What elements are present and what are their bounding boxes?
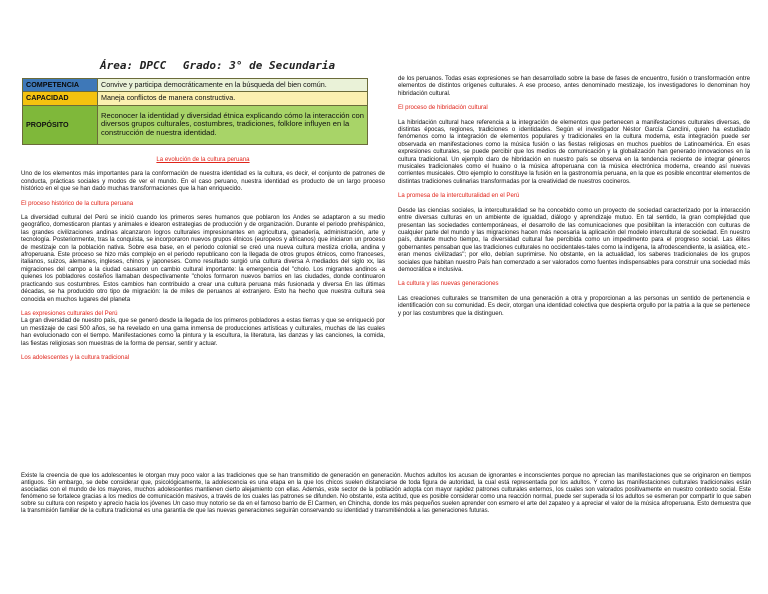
grade-label: Grado: 3° de Secundaria xyxy=(182,59,336,72)
heading-adolescents: Los adolescentes y la cultura tradicional xyxy=(21,353,130,361)
competencia-text: Convive y participa democráticamente en la búsqueda del bien común. xyxy=(98,79,368,92)
proposito-label: PROPÓSITO xyxy=(23,105,98,144)
paragraph-hybridization: La hibridación cultural hace referencia a la integración de elementos que pertenecen a manifestaciones culturales diversas, de distintas épocas, regiones, tradiciones o identidades. Según el investigador Néstor García Canclini, quien ha estudiado fenómenos como la integración de elementos populares y tradicionales en la cultura moderna, esta integración puede ser observada en manifestaciones como la música fusión o las fiestas religiosas en muchos pueblos de Latinoamérica. En esas expresiones culturales, se puede percibir que los medios de comunicación y la globalización han generado innovaciones en la cultura tradicional. Un ejemplo claro de hibridación en nuestro país se observa en la tendencia reciente de integrar géneros musicales tradicionales como el huaino o la música afroperuana con la música electrónica moderna, creando así nuevas corrientes musicales. Otro ejemplo lo constituye la fusión en la gastronomía peruana, en la que es posible encontrar elementos de distintas tradiciones culinarias transformadas por la creatividad de nuestros cocineros. xyxy=(398,118,750,185)
left-column xyxy=(21,156,385,368)
heading-cultural-expressions: Las expresiones culturales del Perú xyxy=(21,309,118,317)
paragraph-interculturality: Desde las ciencias sociales, la interculturalidad se ha concebido como un proyecto de sociedad caracterizado por la interacción entre diversas culturas en un ambiente de igualdad, diálogo y aprendizaje mutuo. En tal sentido, la gran complejidad que presentan las sociedades contemporáneas, el desarrollo de las comunicaciones que posibilitan la interacción con culturas de cualquier parte del mundo y las migraciones hacen más necesaria la aplicación del modelo intercultural de sociedad. En nuestro país, durante mucho tiempo, la diversidad cultural fue percibida como un impedimento para el progreso social. Las élites gobernantes pensaban que las tradiciones culturales no occidentales-tales como la indígena, la afrodescendiente, la asiática, etc.- eran menos civilizadas"; por ello, debían suprimirse. No obstante, en la actualidad, los saberes tradicionales de los grupos sociales que habitan nuestro País han comenzado a ser valorados como fuentes indispensables para construir una sociedad más democrática e inclusiva. xyxy=(398,206,750,273)
table-row xyxy=(23,92,368,105)
paragraph-historical-process: La diversidad cultural del Perú se inició cuando los primeros seres humanos que poblaron los Andes se adaptaron a su medio geográfico, domesticaron plantas y animales e idearon estrategias de producción y de organización. Durante el periodo prehispánico, las grandes civilizaciones andinas alcanzaron logros culturales impresionantes en agricultura, ganadería, administración, arte y tecnología. Posteriormente, tras la conquista, se incorporaron nuevos grupos étnicos (europeos y africanos) que iniciaron un proceso de mestizaje con la población nativa. Sobre esa base, en el periodo colonial se creó una nueva cultura mestiza criolla, andina y afroperuana. Este proceso se hizo más complejo en el periodo republicano con la llegada de otros grupos étnicos, como franceses, italianos, suizos, alemanes, ingleses, chinos y japoneses. Como resultado surgió una cultura diversa A mediados del siglo xx, las migraciones del campo a la ciudad causaron un cambio cultural importante: la emergencia del "cholo. Los migrantes andinos -a quienes los pobladores costeños llamaban despectivamente "cholos formaron nuevos barrios en las ciudades, donde continuaron practicando sus costumbres. Estos cambios han contribuido a crear una cultura peruana más fusionada y diversa En las últimas décadas, se ha producido otro tipo de migración: la de miles de peruanos al extranjero. Esto ha hecho que nuestra cultura sea conocida en muchos lugares del planeta xyxy=(21,214,385,303)
table-row xyxy=(23,79,368,92)
paragraph-continuation: de los peruanos. Todas esas expresiones se han desarrollado sobre la base de fases de encuentro, fusión o transformación entre elementos de distintos orígenes culturales. A ese proceso, antes denominado mestizaje, los investigadores lo denominan hoy hibridación cultural. xyxy=(398,75,750,97)
capacidad-label: CAPACIDAD xyxy=(23,92,98,105)
table-row xyxy=(23,105,368,144)
heading-historical-process: El proceso histórico de la cultura peruana xyxy=(21,199,134,207)
intro-paragraph: Uno de los elementos más importantes para la conformación de nuestra identidad es la cultura, es decir, el conjunto de patrones de conducta, prácticas sociales y modos de ver el mundo. En el caso peruano, nuestra identidad es producto de un largo proceso histórico en el que se han dado muchas transformaciones que la han enriquecido. xyxy=(21,170,385,193)
competency-table xyxy=(22,78,368,145)
heading-hybridization: El proceso de hibridación cultural xyxy=(398,104,488,112)
heading-interculturality: La promesa de la interculturalidad en el Perú xyxy=(398,192,520,200)
competencia-label: COMPETENCIA xyxy=(23,79,98,92)
section-title-evolution: La evolución de la cultura peruana xyxy=(156,156,250,163)
heading-new-generations: La cultura y las nuevas generaciones xyxy=(398,280,499,288)
page-header xyxy=(100,59,345,72)
area-label: Área: DPCC xyxy=(100,59,167,72)
bottom-paragraph: Existe la creencia de que los adolescentes le otorgan muy poco valor a las tradiciones que se han transmitido de generación en generación. Muchos adultos los acusan de ignorantes e inconscientes porque no aprecian las manifestaciones que se originaron en tiempos antiguos. Sin embargo, se debe considerar que, psicológicamente, la adolescencia es una etapa en la que los chicos suelen distanciarse de toda figura de autoridad, la cual está representada por los adultos. Y como las manifestaciones culturales tradicionales están asociadas con el mundo de los mayores, muchos adolescentes mantienen cierto alejamiento con ellas. Además, este sector de la población adopta con mayor rapidez patrones culturales externos, los cuales son valorados positivamente en nuestro contexto social. Este fenómeno se fortalece gracias a los medios de comunicación masivos, a través de los cuales las patrones se difunden. No obstante, esta actitud, que es posible considerar como una reacción normal, puede ser superada si los adultos se esmeran por compartir lo que saben sobre su cultura con respeto y aprecio hacia los jóvenes Un caso muy notorio se da en el famoso barrio de El Carmen, en Chincha, donde los más pequeños suelen aprender con esmero el arte del zapateo y a apreciar el valor de la música afroperuana. Esto demuestra que la transmisión familiar de la cultura tradicional es una garantía de que las nuevas generaciones seguirán conservando su identidad y transmitiéndola a las generaciones futuras. xyxy=(21,473,751,515)
right-column xyxy=(398,75,750,324)
proposito-text: Reconocer la identidad y diversidad étnica explicando cómo la interacción con diversos grupos culturales, costumbres, tradiciones, folklore influyen en la construcción de nuestra identidad. xyxy=(98,105,368,144)
paragraph-new-generations: Las creaciones culturales se transmiten de una generación a otra y proporcionan a las personas un sentido de pertenencia e identificación con su comunidad. Es decir, otorgan una identidad colectiva que despierta orgullo por la patria a la que se pertenece y por las costumbres que la distinguen. xyxy=(398,294,750,317)
capacidad-text: Maneja conflictos de manera constructiva. xyxy=(98,92,368,105)
paragraph-cultural-expressions: La gran diversidad de nuestro país, que se generó desde la llegada de los primeros pobladores a estas tierras y que se enriqueció por un mestizaje de casi 500 años, se ha revelado en una gama inmensa de producciones artísticas y culturales, muchas de las cuales han evolucionado con el tiempo. Manifestaciones como la pintura y la escultura, la literatura, las danzas y las canciones, la comida, las fiestas religiosas son muestras de la forma de pensar, sentir y actuar. xyxy=(21,317,385,347)
